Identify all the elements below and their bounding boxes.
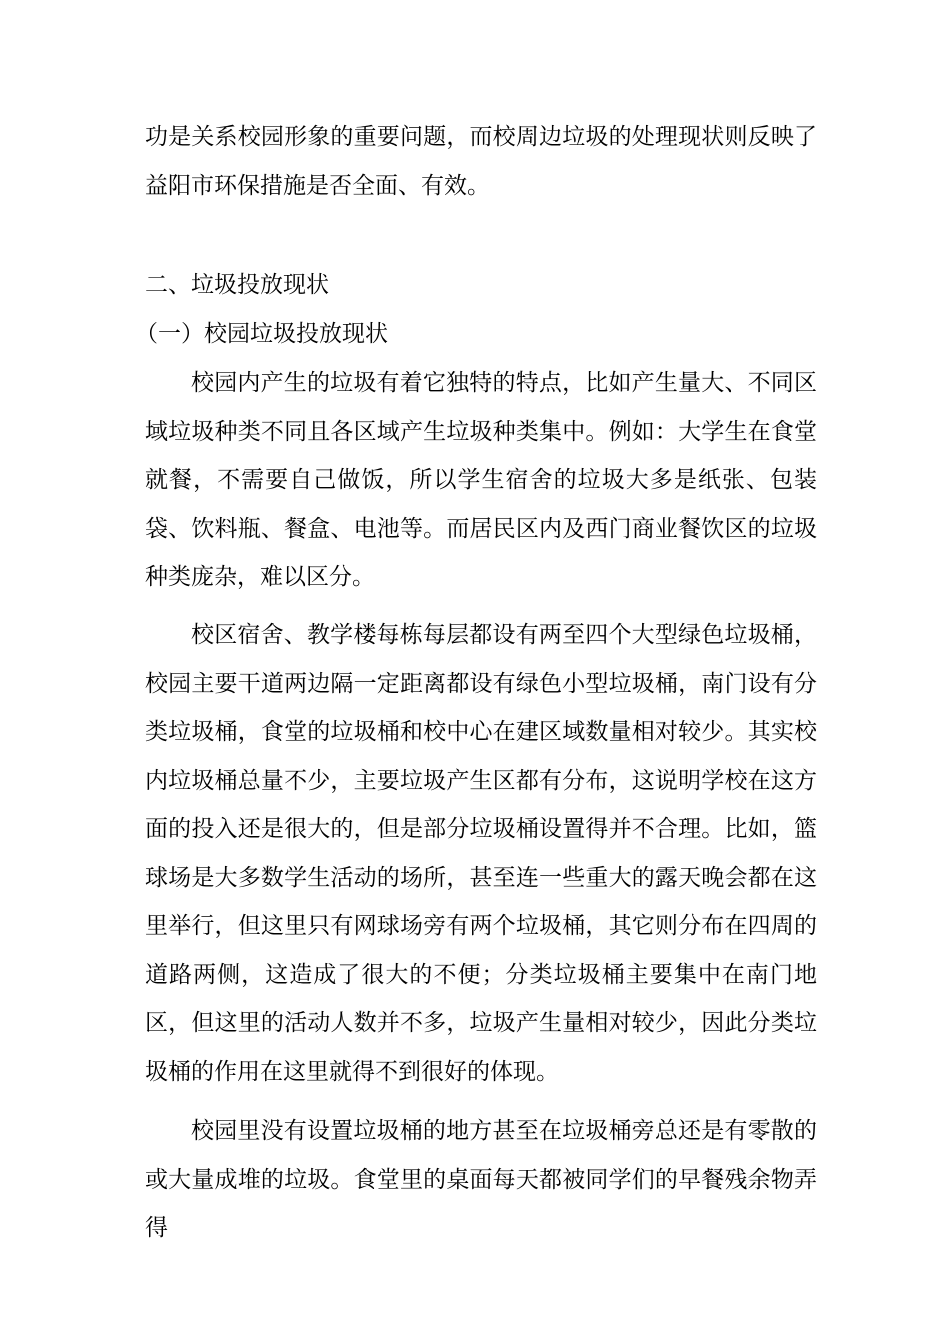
subsection-heading: （一）校园垃圾投放现状 (135, 321, 388, 347)
section-heading: 二、垃圾投放现状 (145, 272, 329, 298)
paragraph-scattered-waste: 校园里没有设置垃圾桶的地方甚至在垃圾桶旁总还是有零散的或大量成堆的垃圾。食堂里的桌面每天都被同学们的早餐残余物弄得 (145, 1118, 817, 1241)
paragraph-bin-distribution: 校区宿舍、教学楼每栋每层都设有两至四个大型绿色垃圾桶，校园主要干道两边隔一定距离都设有绿色小型垃圾桶，南门设有分类垃圾桶，食堂的垃圾桶和校中心在建区域数量相对较少。其实校内垃圾桶总量不少，主要垃圾产生区都有分布，这说明学校在这方面的投入还是很大的，但是部分垃圾桶设置得并不合理。比如，篮球场是大多数学生活动的场所，甚至连一些重大的露天晚会都在这里举行，但这里只有网球场旁有两个垃圾桶，其它则分布在四周的道路两侧，这造成了很大的不便；分类垃圾桶主要集中在南门地区，但这里的活动人数并不多，垃圾产生量相对较少，因此分类垃圾桶的作用在这里就得不到很好的体现。 (145, 622, 817, 1085)
paragraph-waste-characteristics: 校园内产生的垃圾有着它独特的特点，比如产生量大、不同区域垃圾种类不同且各区域产生垃圾种类集中。例如：大学生在食堂就餐，不需要自己做饭，所以学生宿舍的垃圾大多是纸张、包装袋、饮料瓶、餐盒、电池等。而居民区内及西门商业餐饮区的垃圾种类庞杂，难以区分。 (145, 370, 817, 590)
continuation-paragraph: 功是关系校园形象的重要问题，而校周边垃圾的处理现状则反映了益阳市环保措施是否全面、有效。 (145, 124, 817, 199)
